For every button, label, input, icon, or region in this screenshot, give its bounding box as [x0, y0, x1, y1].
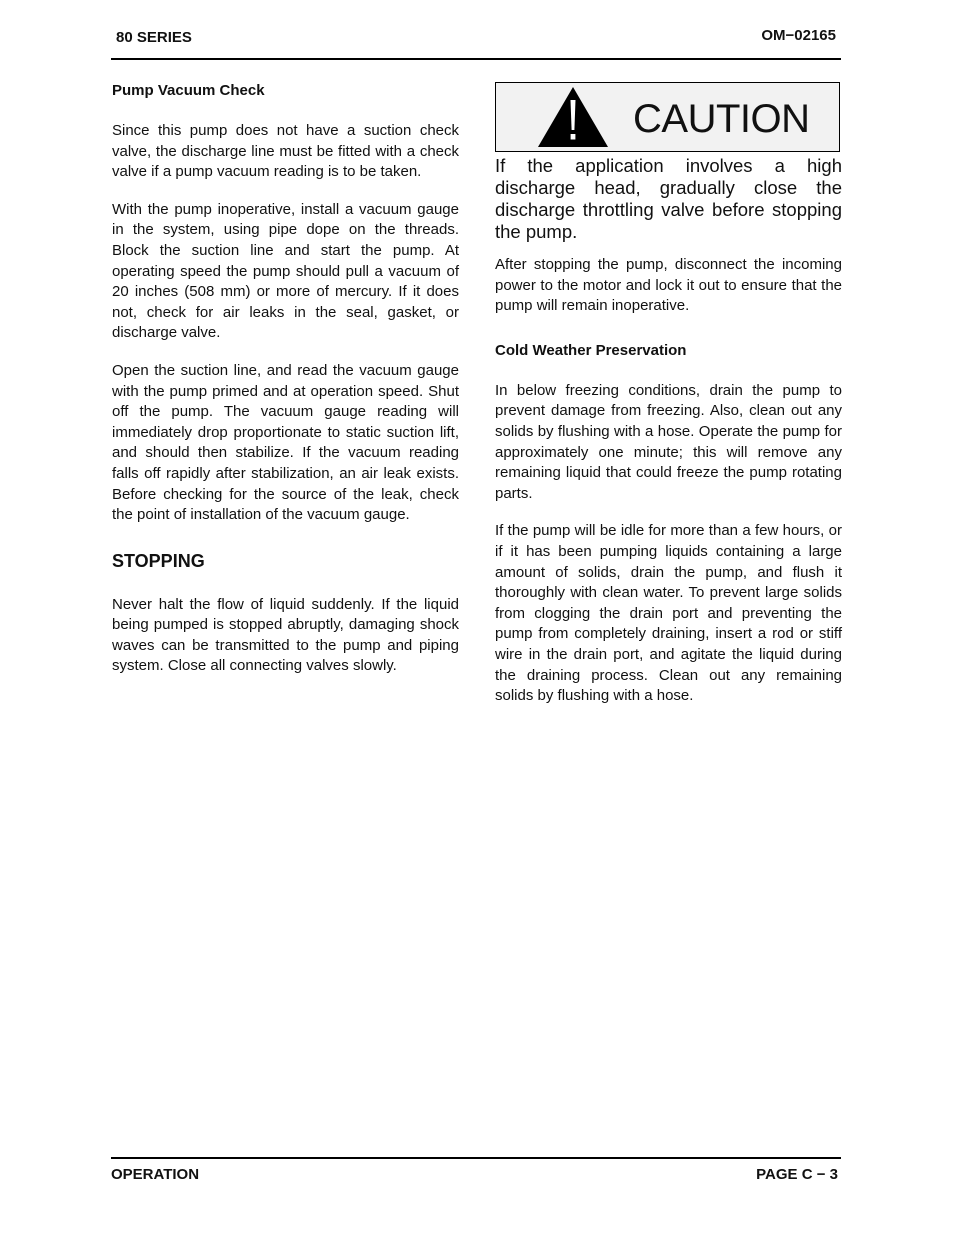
paragraph: With the pump inoperative, install a vacuum gauge in the system, using pipe dope on the threads. Block the suction line and start the pump. At operating speed the pump should pull a vacuum of 20 inches (508 mm) or more of mercury. If it does not, check for air leaks in the seal, gasket, or discharge valve. [112, 200, 459, 342]
footer-rule [111, 1157, 841, 1159]
pump-vacuum-check-heading: Pump Vacuum Check [112, 82, 265, 99]
caution-message: If the application involves a high discharge head, gradually close the discharge throttling valve before stopping the pump. [495, 155, 842, 242]
footer-section: OPERATION [111, 1166, 200, 1183]
paragraph: Since this pump does not have a suction check valve, the discharge line must be fitted with a check valve if a pump vacuum reading is to be taken. [112, 122, 459, 181]
warning-triangle-icon [536, 86, 610, 148]
header-series: 80 SERIES [116, 29, 192, 46]
stopping-heading: STOPPING [112, 550, 205, 571]
paragraph: Open the suction line, and read the vacuum gauge with the pump primed and at operation speed. Shut off the pump. The vacuum gauge reading will immediately drop proportionate to static suction lift, and should then stabilize. If the vacuum reading falls off rapidly after stabilization, an air leak exists. Before checking for the source of the leak, check the point of installation of the vacuum gauge. [112, 361, 459, 524]
after-stopping-paragraph: After stopping the pump, disconnect the incoming power to the motor and lock it out to ensure that the pump will remain inoperative. [495, 256, 842, 315]
right-column [495, 82, 842, 724]
left-column [112, 82, 459, 694]
cold-weather-heading: Cold Weather Preservation [495, 341, 687, 359]
paragraph: In below freezing conditions, drain the pump to prevent damage from freezing. Also, clean out any solids by flushing with a hose. Operate the pump for approximately one minute; this will remove any remaining liquid that could freeze the pump rotating parts. [495, 381, 842, 502]
stopping-paragraph: Never halt the flow of liquid suddenly. If the liquid being pumped is stopped abruptly, damaging shock waves can be transmitted to the pump and piping system. Close all connecting valves slowly. [112, 595, 459, 675]
caution-label: CAUTION [633, 97, 810, 141]
header-rule [111, 58, 841, 60]
caution-banner [495, 82, 840, 152]
footer-page-number: PAGE C − 3 [756, 1166, 838, 1183]
paragraph: If the pump will be idle for more than a few hours, or if it has been pumping liquids containing a large amount of solids, drain the pump, and flush it thoroughly with clean water. To prevent large solids from clogging the drain port and preventing the pump from completely draining, insert a rod or stiff wire in the drain port, and agitate the liquid during the draining process. Clean out any remaining solids by flushing with a hose. [495, 522, 842, 705]
header-document-number: OM−02165 [761, 27, 836, 44]
